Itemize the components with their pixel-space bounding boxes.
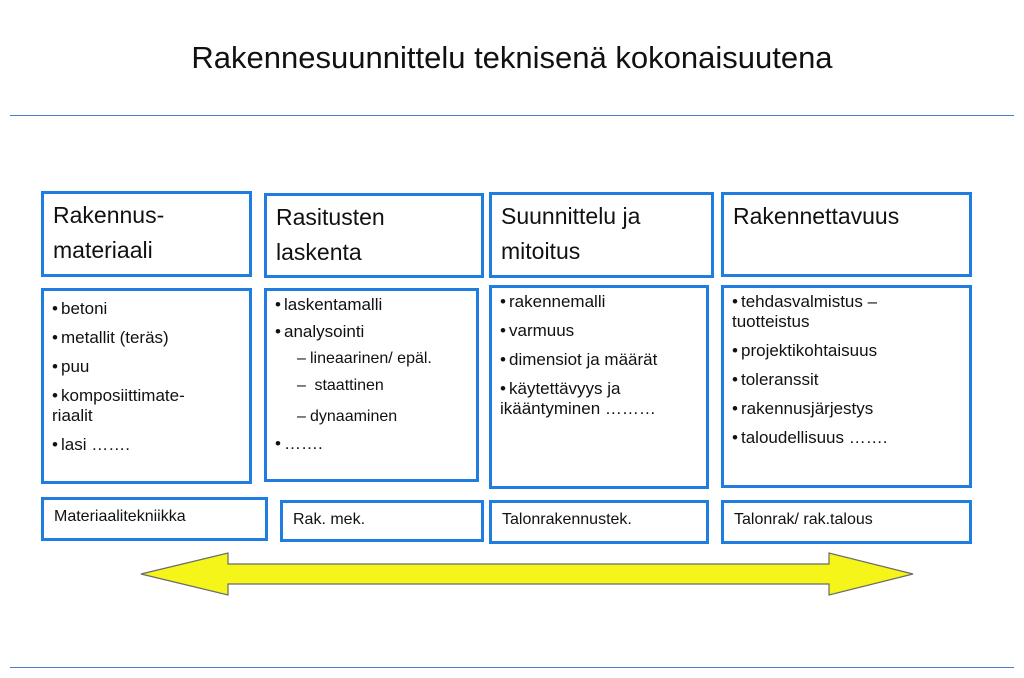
sub-list-item: – lineaarinen/ epäl. [297,350,432,367]
header-line: Rakennettavuus [733,203,900,229]
footer-label: Talonrakennustek. [502,511,632,528]
list-item: • rakennemalli [500,292,606,311]
list-item: • puu [52,357,90,376]
header-line: laskenta [276,239,362,265]
page-title: Rakennesuunnittelu teknisenä kokonaisuutena [191,40,833,75]
list-item: • rakennusjärjestys [732,399,874,418]
header-line: Suunnittelu ja [501,203,641,229]
list-item: • käytettävyys ja ikääntyminen ……… [500,379,656,418]
header-line: materiaali [53,237,153,263]
list-item: • lasi ……. [52,435,130,454]
list-item: • analysointi [275,322,365,341]
list-item: • metallit (teräs) [52,328,169,347]
list-item: • tehdasvalmistus – tuotteistus [732,292,878,331]
list-item: • toleranssit [732,370,819,389]
list-item: • taloudellisuus ……. [732,428,888,447]
list-item: • komposiittimate- riaalit [52,386,185,425]
list-item: • varmuus [500,321,575,340]
footer-label: Materiaalitekniikka [54,508,186,525]
footer-label: Rak. mek. [293,511,366,528]
footer-label: Talonrak/ rak.talous [734,511,873,528]
sub-list-item: – staattinen [297,377,384,394]
header-line: Rasitusten [276,204,385,230]
list-item: • dimensiot ja määrät [500,350,658,369]
arrow-shape [141,553,913,595]
list-item: • projektikohtaisuus [732,341,878,360]
list-item: • betoni [52,299,108,318]
header-line: Rakennus- [53,202,165,228]
list-item: • laskentamalli [275,295,383,314]
sub-list-item: – dynaaminen [297,408,398,425]
header-line: mitoitus [501,238,581,264]
list-item: • ……. [275,434,323,453]
